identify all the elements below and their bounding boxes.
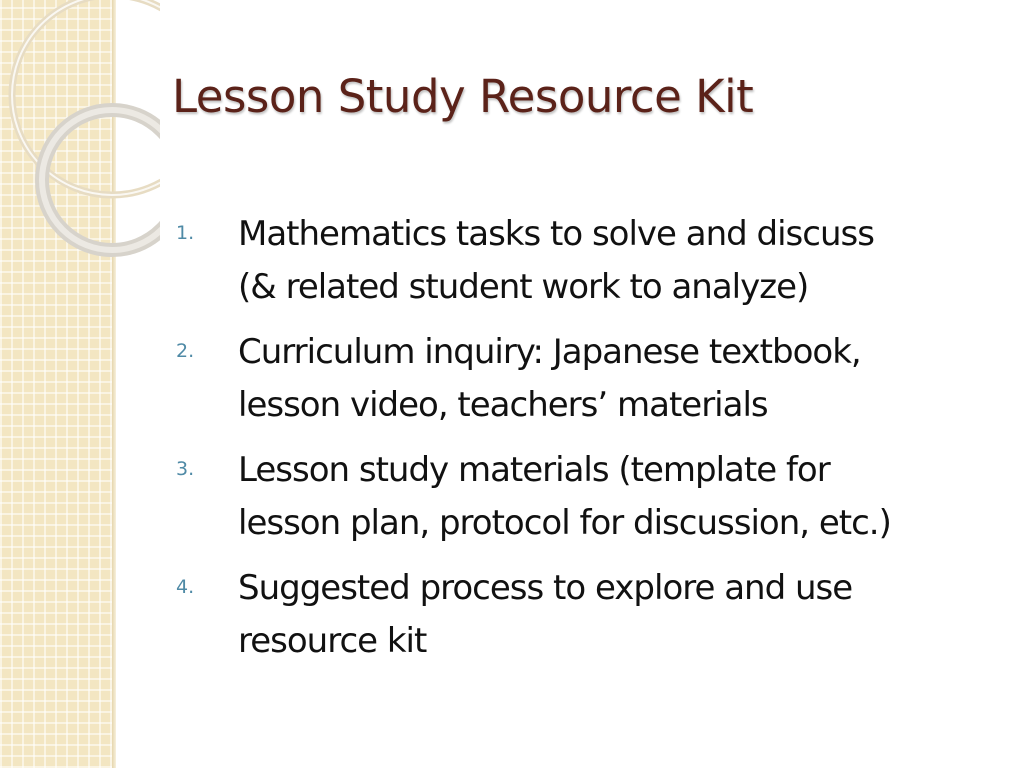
list-item-text — [238, 326, 861, 432]
list-item-line: (& related student work to analyze) — [238, 267, 809, 307]
list-item-line: Suggested process to explore and use — [238, 568, 853, 608]
list-item-line: Mathematics tasks to solve and discuss — [238, 214, 874, 254]
numbered-list — [176, 208, 1006, 680]
list-item-line: Curriculum inquiry: Japanese textbook, — [238, 332, 861, 372]
list-item-line: lesson video, teachers’ materials — [238, 385, 768, 425]
list-item-text — [238, 562, 852, 668]
list-item-text — [238, 444, 891, 550]
list-item-line: lesson plan, protocol for discussion, etc.) — [238, 503, 891, 543]
decorative-circles — [0, 0, 160, 260]
slide-title: Lesson Study Resource Kit — [172, 70, 754, 123]
list-number: 4. — [176, 576, 195, 598]
list-item — [176, 208, 1006, 314]
list-number: 3. — [176, 458, 195, 480]
large-ring — [12, 0, 160, 195]
list-item-line: Lesson study materials (template for — [238, 450, 830, 490]
list-item — [176, 562, 1006, 668]
list-item — [176, 444, 1006, 550]
list-item-text — [238, 208, 874, 314]
list-number: 2. — [176, 340, 195, 362]
list-item — [176, 326, 1006, 432]
list-number: 1. — [176, 222, 195, 244]
list-item-line: resource kit — [238, 621, 427, 661]
